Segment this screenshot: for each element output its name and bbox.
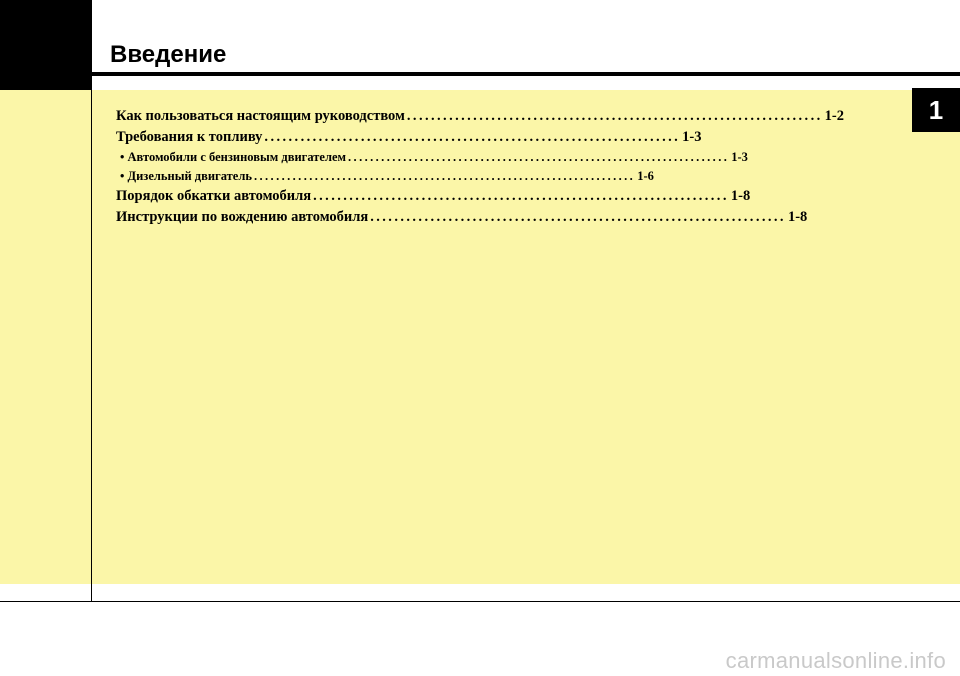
toc-entry[interactable] [116, 207, 808, 228]
toc-page-ref: 1-8 [787, 209, 808, 225]
toc-dot-leader: ..................................................................... [313, 188, 729, 204]
toc-entry[interactable] [116, 106, 844, 127]
toc-entry-text: Инструкции по вождению автомобиля [116, 209, 369, 225]
toc-page-ref: 1-6 [637, 169, 654, 183]
toc-entry[interactable] [116, 186, 751, 207]
watermark-text: carmanualsonline.info [725, 648, 946, 673]
toc-entry-text: • Автомобили с бензиновым двигателем [120, 150, 347, 164]
toc-entry[interactable] [116, 127, 702, 148]
toc-subentry[interactable] [116, 167, 654, 186]
toc-entry-text: Требования к топливу [116, 129, 263, 145]
toc-entry-text: Порядок обкатки автомобиля [116, 188, 312, 204]
toc-page-ref: 1-3 [682, 129, 702, 145]
toc-page-ref: 1-2 [824, 108, 844, 124]
table-of-contents [116, 106, 844, 228]
toc-entry-text: Как пользоваться настоящим руководством [116, 108, 405, 124]
toc-subentry[interactable] [116, 148, 748, 167]
bottom-rule [0, 601, 960, 602]
toc-dot-leader: ..................................................................... [406, 108, 823, 124]
chapter-title: Введение [110, 41, 227, 68]
toc-entry-text: • Дизельный двигатель [120, 169, 252, 183]
toc-dot-leader: ..................................................................... [253, 169, 636, 183]
title-rule [92, 72, 960, 76]
left-rule [91, 90, 92, 602]
toc-dot-leader: ..................................................................... [370, 209, 786, 225]
toc-dot-leader: ..................................................................... [264, 129, 681, 145]
toc-page-ref: 1-3 [731, 150, 748, 164]
chapter-number: 1 [928, 94, 944, 125]
corner-block [0, 0, 92, 90]
toc-dot-leader: ..................................................................... [348, 150, 730, 164]
toc-page-ref: 1-8 [730, 188, 751, 204]
chapter-number-tab[interactable] [912, 88, 960, 132]
